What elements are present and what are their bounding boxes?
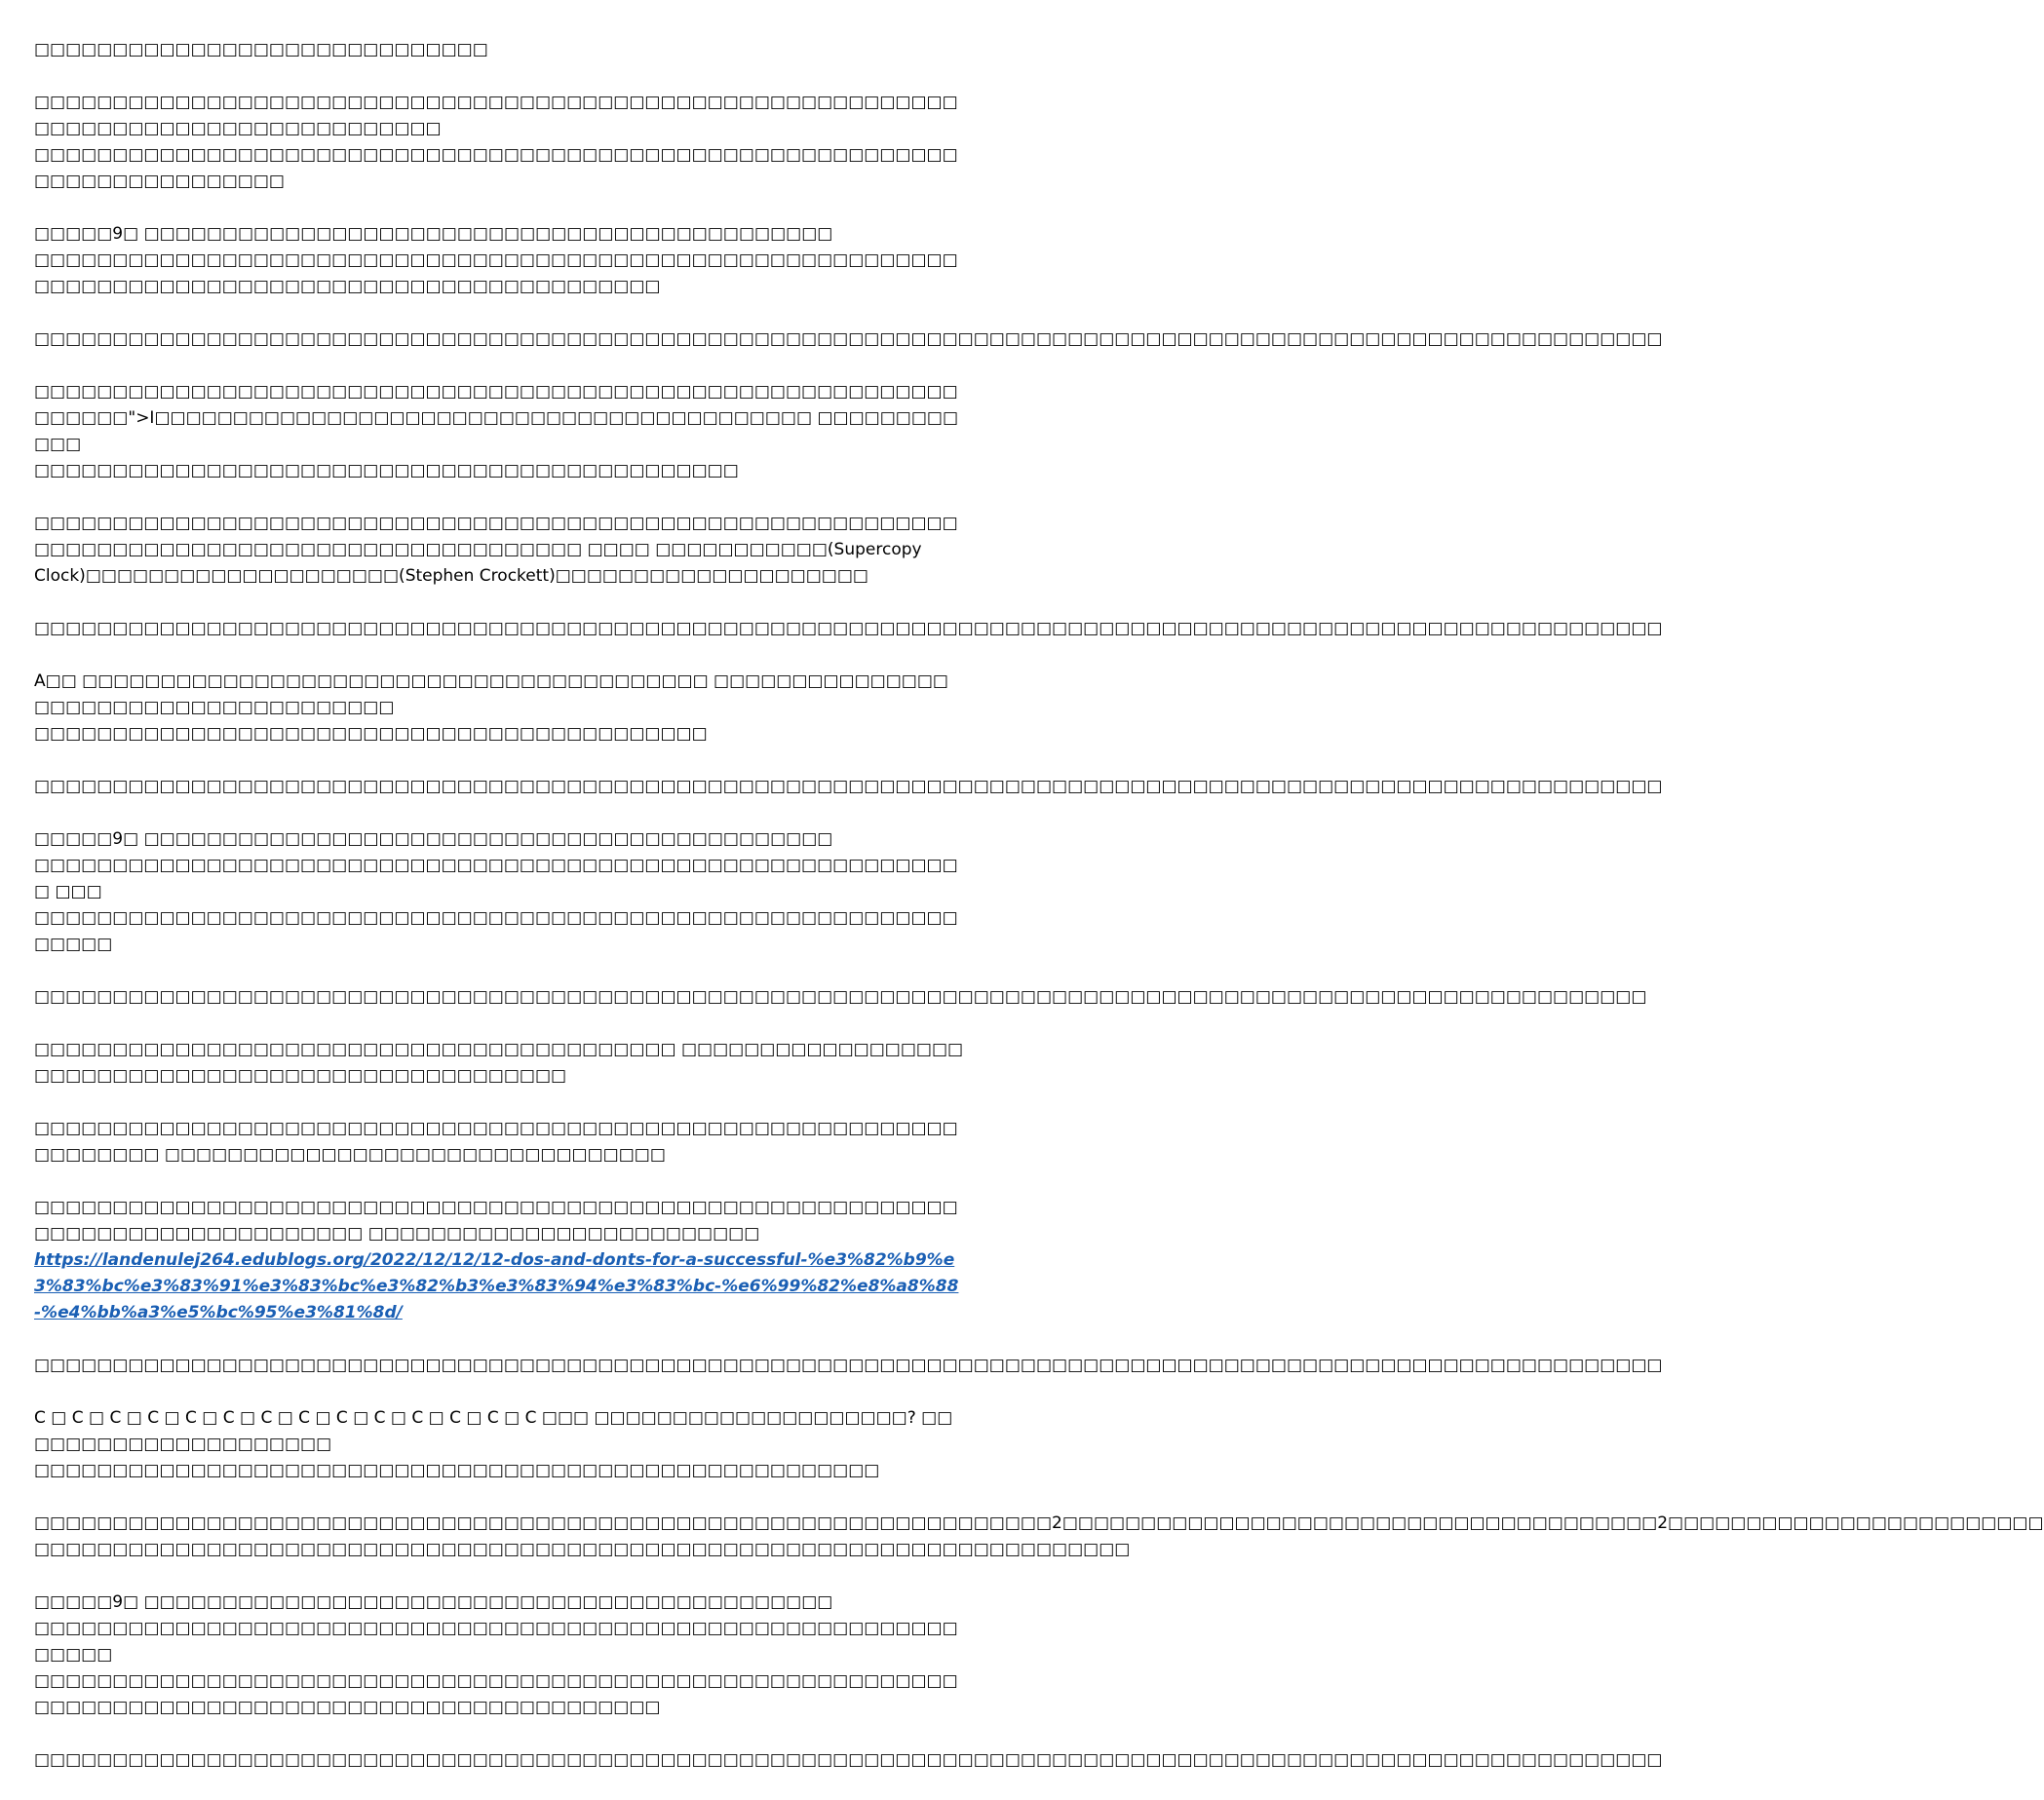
text-line: A□□ □□□□□□□□□□□□□□□□□□□□□□□□□□□□□□□□□□□□□□□□ □□□□□□□□□□□□□□□□□□□□□□□□□□□□□□□□□□□□□□ [34, 671, 948, 717]
text-line: □□□□□□□□□□□□□□□□□□□□□□□□□□□□□□□□□□□□□□□□□□□□□□□□□□□□□□□□□□□□□□□□□□□□□□□□□□□□□□□□□□□□□ [34, 93, 958, 138]
text-line: □□□□□□□□□□□□□□□□□□□□□□□□□□□□□□□□□□□□□□□□□□□□□ [34, 461, 739, 480]
text-line: □□□□□□□□□□□□□□□□□□□□□□□□□□□□□□□□□□□□□□□□□□□□□□□□□□□□□□□□□□□□□□□□□□□□□□□□□□□□□□□□□□□□□□□□□□□□□□□□□□□□□□□□ [34, 619, 1663, 638]
paragraph [34, 379, 964, 484]
paragraph [34, 984, 1647, 1011]
text-line: □□□□□□□□□□□□□□□□□□□□□□□□□□□□□□□□□□□□□□□□□□□□□□□□□□□□□□□□□□□□□□□□□□□□□□□□□□□□□□□□□□□□□□□□□□□□□□□□□□□□□□□□ [34, 329, 1663, 349]
paragraph [34, 511, 964, 590]
paragraph [34, 221, 964, 300]
paragraph [34, 1116, 964, 1168]
paragraph [34, 1353, 1663, 1379]
text-line: Clock)□□□□□□□□□□□□□□□□□□□□(Stephen Crockett)□□□□□□□□□□□□□□□□□□□□ [34, 566, 868, 586]
paragraph [34, 1037, 964, 1090]
text-line: □□□□□□□□□□□□□□□□□□□□□□□□□□□□□□□□□□□□□□□□□□□□□□□□□□□□□□□□□□□□□□□□□□□□□□ [34, 1540, 1131, 1559]
text-line: □□□□□□□□□□□□□□□□□□□□□□□□□□□□□□□□□□□□□□□□□□□□□□□□□□□□□□□□□□□□□□□□□□□□□□□□□□□□□□□□□□□□□□□□□□□□□□□□□□□□□□□□ [34, 1750, 1663, 1770]
document-body [34, 37, 2044, 1800]
text-line: □□□□□□□□□□□□□□□□□□□□□□□□□□□□□□□□□□□□□□□□□□□□□□□□□□□□□□□□□□□□□□□□□□□ □□□□□□□□□□□□□□□□□□□□□□□□□□□□□□□□ [34, 1119, 958, 1165]
paragraph [34, 616, 1663, 642]
paragraph [34, 1589, 964, 1721]
text-line: □□□□□9□ □□□□□□□□□□□□□□□□□□□□□□□□□□□□□□□□□□□□□□□□□□□□ [34, 1592, 833, 1612]
paragraph [34, 326, 1663, 353]
text-line: □□□□□□□□□□□□□□□□□□□□□□□□□□□□□□□□□□□□□□□□□□□□□□□□□□□□□□□□□□□□□□□□□">I□□□□□□□□□□□□□□□□□□□□□□□□□□□□□□□□□□□□□□□□□□ □□□□□□□□□□□□ [34, 382, 959, 454]
paragraph [34, 669, 964, 747]
paragraph [34, 774, 1663, 800]
text-line: □□□□□□□□□□□□□□□□□□□□□□□□□□□□□□□□□□□□□□□□□□□ [34, 724, 708, 744]
paragraph [34, 1405, 964, 1484]
text-line: □□□□□□□□□□□□□□□□□□□□□□□□□□□□□□□□□□□□□□□□□□□□□□□□□□□□□□□□□□□□□□□□□□□□□□□□□□□□□□□□□□□□□□□□□□□□□□ □□□□ □□□□□□□□□□□(Supercopy [34, 514, 958, 559]
text-line: □□□□□□□□□□□□□□□□□□□□□□□□□□□□□□□□□□□□□□□□□□□□□□□□□□□□□□□□□□□□□□□□□□□□□□□□□□□□□□□□ □□□□□□□□□□□□□□□□□□□□□□□□□ [34, 1198, 958, 1244]
paragraph [34, 1747, 1663, 1774]
text-line: □□□□□□□□□□□□□□□□□□□□□□□□□□□□□□□□□□□□□□□□□□□□□□□□□□□□□□ [34, 1461, 880, 1480]
text-line: □□□□□□□□□□□□□□□□□□□□□□□□□□□□□□□□□□□□□□□□□□□□□□□□□□□□□□□□□□□ □□□□□□□□□□□□□□□□□□□□□□□□□□□□□□□□□□□□□□□□ [34, 250, 958, 296]
paragraph [34, 826, 964, 958]
text-line: □□□□□□□□□□□□□□□□□□□□□□□□□□□□□□□□□□□□□□□□□□□□□□□□□□□□□□□□□□□□□□□□□2□□□□□□□□□□□□□□□□□□□□□□□□□□□□□□□□□□□□□□2□□□□□□□□□□□□□□□□□□□□□□□□ [34, 1513, 2044, 1533]
text-line: C □ C □ C □ C □ C □ C □ C □ C □ C □ C □ C □ C □ C □ C □□□ □□□□□□□□□□□□□□□□□□□□? □□□□□□□□□□□□□□□□□□□□□ [34, 1408, 953, 1454]
text-line: □□□□□□□□□□□□□□□□□□□□□□□□□□□□□□□□□□□□□□□□□□□□□□□□□□□□□□□□□□□□□□□□ [34, 908, 958, 954]
text-line: □□□□□□□□□□□□□□□□□□□□□□□□□□□□□□□□□□□□□□□□□□□□□□□□□□□□□□□□□□□□□□□□□□□□□□□□□□□□□□□□□□□□□□□□□□□□□□□□□□□□□□□□ [34, 1356, 1663, 1375]
text-line: □□□□□□□□□□□□□□□□□□□□□□□□□□□□□□□□□□□□□□□□□□□□□□□□□□□□□□□□□□□□ □□□ [34, 856, 958, 901]
paragraph [34, 1511, 2044, 1563]
text-line: □□□□□□□□□□□□□□□□□□□□□□□□□□□□□□□□□□□□□□□□□□□□□□□□□□□□□□□□□□□□□□□□□□□□□□□□□□□ [34, 145, 958, 191]
paragraph [34, 37, 964, 63]
text-line: □□□□□9□ □□□□□□□□□□□□□□□□□□□□□□□□□□□□□□□□□□□□□□□□□□□□ [34, 829, 833, 849]
text-line: □□□□□□□□□□□□□□□□□□□□□□□□□□□□□□□□□□□□□□□□□□□□□□□□□□□□□□□□□□□□□□□□ [34, 1619, 958, 1665]
text-line: □□□□□□□□□□□□□□□□□□□□□□□□□□□□□□□□□□□□□□□□□□□□□□□□□□□□□□□□□□□□□□□□□□□□□□□□□□□□□□□□□□□□□□□□□□□□□□□□□□□ [34, 1671, 958, 1717]
paragraph [34, 1195, 964, 1326]
text-line: □□□□□9□ □□□□□□□□□□□□□□□□□□□□□□□□□□□□□□□□□□□□□□□□□□□□ [34, 224, 833, 244]
text-line: □□□□□□□□□□□□□□□□□□□□□□□□□□□□□□□□□□□□□□□□□□□□□□□□□□□□□□□□□□□□□□□□□□□□□□□□□□□□□□□□□□□□□□□□□□□□□□□□□□□□□□□□ [34, 777, 1663, 796]
paragraph [34, 90, 964, 195]
text-line: □□□□□□□□□□□□□□□□□□□□□□□□□□□□□□□□□□□□□□□□□ □□□□□□□□□□□□□□□□□□□□□□□□□□□□□□□□□□□□□□□□□□□□□□□□□□□□ [34, 1040, 964, 1086]
text-line: □□□□□□□□□□□□□□□□□□□□□□□□□□□□□ [34, 40, 488, 59]
article-link[interactable]: https://landenulej264.edublogs.org/2022/12/12/12-dos-and-donts-for-a-successful-%e3%82%b9%e3%83%bc%e3%83%91%e3%83%bc%e3%82%b3%e3%83%94%e3%83%bc-%e6%99%82%e8%a8%88-%e4%bb%a3%e5%bc%95%e3%81%8d/ [34, 1250, 959, 1322]
text-line: □□□□□□□□□□□□□□□□□□□□□□□□□□□□□□□□□□□□□□□□□□□□□□□□□□□□□□□□□□□□□□□□□□□□□□□□□□□□□□□□□□□□□□□□□□□□□□□□□□□□□□□ [34, 987, 1647, 1007]
